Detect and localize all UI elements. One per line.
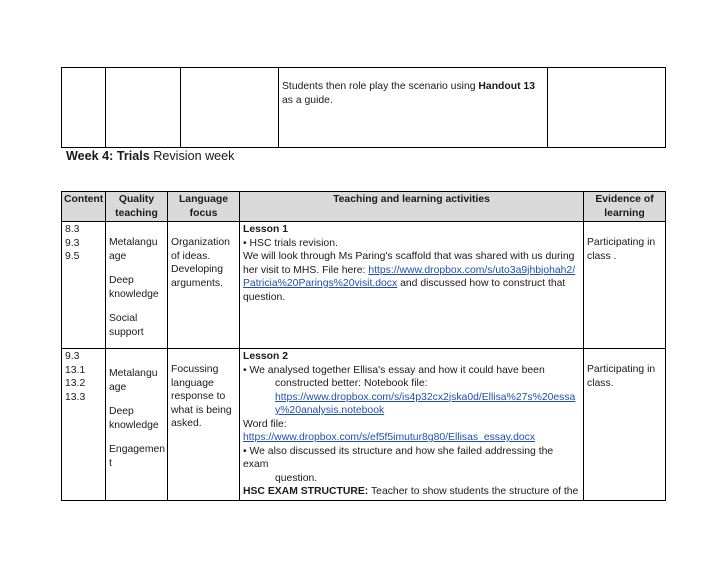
activity-text: Students then role play the scenario using xyxy=(282,81,479,92)
language-cell: Organization of ideas. Developing arguments. xyxy=(168,222,240,349)
language-cell: Focussing language response to what is being asked. xyxy=(168,349,240,501)
activities-cell: Lesson 2 • We analysed together Ellisa's essay and how it could have been constructed better: Notebook file: https://www.dropbox.com/s/is4p32cx2jska0d/Ellisa%27s%20essay%20analysis.notebook Word file: https://www.dropbox.com/s/ef5f5imutur8g80/Ellisas_essay.docx • We also discussed its structure and how she failed addressing the exam question. HSC EXAM STRUCTURE: Teacher to show students the structure of the xyxy=(240,349,584,501)
quality-cell xyxy=(106,68,181,148)
header-row xyxy=(62,192,666,222)
quality-cell: Metalangu age Deep knowledge Social support xyxy=(106,222,168,349)
language-cell xyxy=(181,68,279,148)
hsc-structure-label: HSC EXAM STRUCTURE: xyxy=(243,486,369,497)
notebook-link[interactable]: https://www.dropbox.com/s/is4p32cx2jska0d/Ellisa%27s%20essay%20analysis.notebook xyxy=(275,391,576,416)
activity-text-end: as a guide. xyxy=(282,94,333,106)
evidence-cell xyxy=(548,68,666,148)
handout-label: Handout 13 xyxy=(478,81,535,92)
table-row xyxy=(62,68,666,148)
activities-cell: Lesson 1 • HSC trials revision. We will look through Ms Paring's scaffold that was shared with us during her visit to MHS. File here: https://www.dropbox.com/s/uto3a9jhbjohah2/Patricia%20Parings%20visit.docx and discussed how to construct that question. xyxy=(240,222,584,349)
content-cell: 9.3 13.1 13.2 13.3 xyxy=(62,349,106,501)
lesson-label: Lesson 1 xyxy=(243,224,289,235)
lesson-label: Lesson 2 xyxy=(243,351,289,362)
bullet-item: • We also discussed its structure and how she failed addressing the exam xyxy=(243,445,554,470)
content-cell: 8.3 9.3 9.5 xyxy=(62,222,106,349)
bullet-item: • HSC trials revision. xyxy=(243,237,338,249)
activities-cell xyxy=(279,68,548,148)
week4-table xyxy=(61,191,666,501)
table-row xyxy=(62,222,666,349)
dropbox-link[interactable]: https://www.dropbox.com/s/uto3a9jhbjohah2/Patricia%20Parings%20visit.docx xyxy=(243,264,576,289)
week-heading xyxy=(66,148,234,164)
header-content: Content xyxy=(62,192,106,222)
table-row xyxy=(62,349,666,501)
week-heading-bold: Week 4: Trials xyxy=(66,149,150,163)
week-heading-rest: Revision week xyxy=(149,149,235,163)
quality-cell: Metalangu age Deep knowledge Engagemen t xyxy=(106,349,168,501)
evidence-cell: Participating in class. xyxy=(584,349,666,501)
header-language: Language focus xyxy=(168,192,240,222)
word-file-link[interactable]: https://www.dropbox.com/s/ef5f5imutur8g80/Ellisas_essay.docx xyxy=(243,432,536,443)
header-evidence: Evidence of learning xyxy=(584,192,666,222)
header-activities: Teaching and learning activities xyxy=(240,192,584,222)
bullet-item: • We analysed together Ellisa's essay and how it could have been xyxy=(243,364,545,376)
evidence-cell: Participating in class . xyxy=(584,222,666,349)
previous-week-table xyxy=(61,67,666,148)
header-quality: Quality teaching xyxy=(106,192,168,222)
content-cell xyxy=(62,68,106,148)
